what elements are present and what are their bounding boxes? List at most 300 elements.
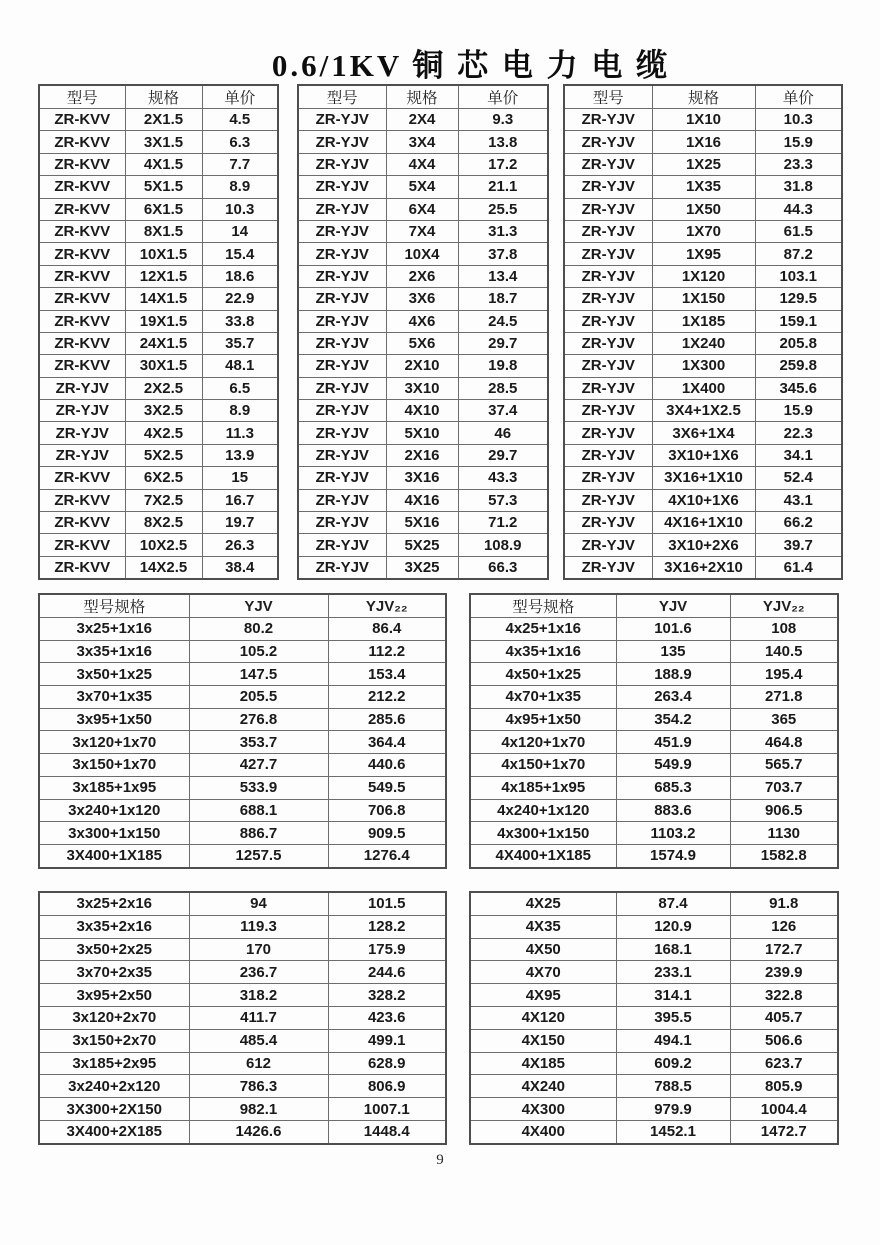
table-cell: 119.3 — [189, 915, 328, 938]
table-cell: 175.9 — [328, 938, 446, 961]
table-cell: 153.4 — [328, 663, 446, 686]
table-cell: ZR-YJV — [298, 534, 386, 556]
table-cell: 19.7 — [202, 512, 278, 534]
table-row — [470, 1006, 838, 1029]
price-table-zr-yjv-multicore — [297, 84, 549, 580]
column-header: 型号 — [564, 85, 652, 109]
table-cell: ZR-YJV — [298, 489, 386, 511]
table-cell: 485.4 — [189, 1029, 328, 1052]
table-cell: 236.7 — [189, 961, 328, 984]
table-cell: 101.6 — [616, 618, 730, 641]
table-cell: 906.5 — [730, 799, 838, 822]
table-row — [39, 686, 446, 709]
table-cell: ZR-KVV — [39, 153, 125, 175]
column-header: YJV₂₂ — [730, 594, 838, 618]
table-cell: 48.1 — [202, 355, 278, 377]
table-cell: 609.2 — [616, 1052, 730, 1075]
table-row — [39, 288, 278, 310]
table-cell: 13.8 — [458, 131, 548, 153]
table-cell: ZR-KVV — [39, 467, 125, 489]
table-cell: 2X16 — [386, 444, 458, 466]
table-row — [39, 332, 278, 354]
table-cell: 1130 — [730, 822, 838, 845]
table-row — [564, 467, 842, 489]
table-cell: ZR-YJV — [564, 131, 652, 153]
table-cell: 3x50+2x25 — [39, 938, 189, 961]
table-cell: 271.8 — [730, 686, 838, 709]
table-cell: 1X25 — [652, 153, 755, 175]
table-row — [470, 984, 838, 1007]
table-row — [470, 822, 838, 845]
table-cell: 886.7 — [189, 822, 328, 845]
table-cell: 464.8 — [730, 731, 838, 754]
column-header: 规格 — [652, 85, 755, 109]
column-header: 规格 — [125, 85, 202, 109]
table-row — [298, 243, 548, 265]
table-cell: 405.7 — [730, 1006, 838, 1029]
table-cell: 37.4 — [458, 400, 548, 422]
table-cell: ZR-YJV — [564, 377, 652, 399]
table-cell: 140.5 — [730, 640, 838, 663]
table-cell: 170 — [189, 938, 328, 961]
table-row — [298, 467, 548, 489]
table-cell: 3x35+1x16 — [39, 640, 189, 663]
table-cell: 9.3 — [458, 109, 548, 131]
table-cell: 7X4 — [386, 220, 458, 242]
table-cell: 1X400 — [652, 377, 755, 399]
table-row — [298, 265, 548, 287]
table-row — [39, 915, 446, 938]
table-cell: 87.4 — [616, 892, 730, 915]
table-row — [470, 618, 838, 641]
table-cell: ZR-YJV — [298, 220, 386, 242]
table-row — [564, 131, 842, 153]
table-cell: 4X16+1X10 — [652, 512, 755, 534]
table-cell: 1X70 — [652, 220, 755, 242]
table-cell: 612 — [189, 1052, 328, 1075]
table-row — [39, 938, 446, 961]
table-row — [298, 400, 548, 422]
table-cell: 1X10 — [652, 109, 755, 131]
table-cell: 43.1 — [755, 489, 842, 511]
table-cell: 43.3 — [458, 467, 548, 489]
table-row — [39, 220, 278, 242]
table-cell: 14X2.5 — [125, 556, 202, 579]
table-cell: 3X6 — [386, 288, 458, 310]
table-cell: 3X4 — [386, 131, 458, 153]
table-cell: ZR-YJV — [298, 288, 386, 310]
table-row — [39, 984, 446, 1007]
table-cell: 3x70+1x35 — [39, 686, 189, 709]
table-cell: 8X1.5 — [125, 220, 202, 242]
table-cell: 33.8 — [202, 310, 278, 332]
table-cell: 24.5 — [458, 310, 548, 332]
table-cell: 4.5 — [202, 109, 278, 131]
table-cell: 19.8 — [458, 355, 548, 377]
table-cell: 685.3 — [616, 776, 730, 799]
table-row — [39, 1052, 446, 1075]
table-cell: 353.7 — [189, 731, 328, 754]
table-cell: 6X1.5 — [125, 198, 202, 220]
table-row — [39, 534, 278, 556]
table-cell: 13.9 — [202, 444, 278, 466]
table-cell: 7.7 — [202, 153, 278, 175]
table-cell: 2X2.5 — [125, 377, 202, 399]
table-cell: 4x35+1x16 — [470, 640, 616, 663]
table-cell: ZR-YJV — [298, 265, 386, 287]
table-row — [298, 198, 548, 220]
table-row — [39, 1075, 446, 1098]
table-row — [470, 961, 838, 984]
table-cell: 3X400+1X185 — [39, 844, 189, 867]
table-cell: 423.6 — [328, 1006, 446, 1029]
table-row — [470, 1052, 838, 1075]
table-cell: 1257.5 — [189, 844, 328, 867]
table-cell: 395.5 — [616, 1006, 730, 1029]
table-cell: 205.8 — [755, 332, 842, 354]
table-row — [39, 489, 278, 511]
table-cell: 3X4+1X2.5 — [652, 400, 755, 422]
table-cell: 4x70+1x35 — [470, 686, 616, 709]
table-cell: 314.1 — [616, 984, 730, 1007]
table-cell: 126 — [730, 915, 838, 938]
table-cell: 1X95 — [652, 243, 755, 265]
table-row — [39, 618, 446, 641]
column-header: 型号规格 — [470, 594, 616, 618]
table-row — [470, 938, 838, 961]
table-row — [39, 1029, 446, 1052]
table-cell: ZR-KVV — [39, 109, 125, 131]
table-row — [39, 1120, 446, 1143]
table-cell: ZR-KVV — [39, 556, 125, 579]
table-cell: 52.4 — [755, 467, 842, 489]
table-cell: 91.8 — [730, 892, 838, 915]
table-cell: 805.9 — [730, 1075, 838, 1098]
column-header: 单价 — [458, 85, 548, 109]
table-cell: ZR-KVV — [39, 332, 125, 354]
table-row — [564, 265, 842, 287]
table-row — [470, 754, 838, 777]
table-cell: 6X4 — [386, 198, 458, 220]
table-row — [39, 892, 446, 915]
table-cell: 4x25+1x16 — [470, 618, 616, 641]
table-cell: 979.9 — [616, 1098, 730, 1121]
yjv-table-4plus1 — [469, 593, 839, 869]
table-cell: ZR-YJV — [298, 310, 386, 332]
table-row — [470, 776, 838, 799]
table-cell: 8.9 — [202, 176, 278, 198]
table-cell: 3X16 — [386, 467, 458, 489]
table-cell: ZR-YJV — [298, 131, 386, 153]
table-cell: 2X6 — [386, 265, 458, 287]
table-cell: 1574.9 — [616, 844, 730, 867]
table-cell: 786.3 — [189, 1075, 328, 1098]
table-cell: ZR-YJV — [564, 422, 652, 444]
table-row — [39, 153, 278, 175]
table-row — [39, 1098, 446, 1121]
table-cell: ZR-YJV — [298, 444, 386, 466]
table-cell: 22.9 — [202, 288, 278, 310]
table-row — [39, 799, 446, 822]
table-cell: 10X2.5 — [125, 534, 202, 556]
table-cell: 12X1.5 — [125, 265, 202, 287]
table-cell: 3X1.5 — [125, 131, 202, 153]
table-row — [470, 1120, 838, 1143]
table-cell: 2X10 — [386, 355, 458, 377]
table-cell: 37.8 — [458, 243, 548, 265]
table-cell: ZR-KVV — [39, 265, 125, 287]
table-cell: 172.7 — [730, 938, 838, 961]
table-cell: ZR-KVV — [39, 176, 125, 198]
table-cell: 6.3 — [202, 131, 278, 153]
table-cell: ZR-YJV — [298, 243, 386, 265]
table-row — [298, 109, 548, 131]
table-cell: 28.5 — [458, 377, 548, 399]
table-row — [564, 400, 842, 422]
column-header: YJV₂₂ — [328, 594, 446, 618]
table-cell: 6.5 — [202, 377, 278, 399]
yjv-price-tables-section-2 — [38, 891, 839, 1145]
table-cell: 4x120+1x70 — [470, 731, 616, 754]
table-cell: 506.6 — [730, 1029, 838, 1052]
table-row — [39, 355, 278, 377]
table-row — [564, 109, 842, 131]
table-cell: ZR-YJV — [298, 176, 386, 198]
page-title: 0.6/1KV 铜 芯 电 力 电 缆 — [271, 48, 671, 83]
table-cell: 4X4 — [386, 153, 458, 175]
table-cell: 3x150+1x70 — [39, 754, 189, 777]
table-cell: 128.2 — [328, 915, 446, 938]
table-row — [298, 220, 548, 242]
table-cell: 6X2.5 — [125, 467, 202, 489]
header-row — [39, 85, 278, 109]
table-row — [470, 1029, 838, 1052]
table-cell: ZR-YJV — [564, 444, 652, 466]
table-cell: 3x25+2x16 — [39, 892, 189, 915]
table-cell: 86.4 — [328, 618, 446, 641]
table-cell: 3X25 — [386, 556, 458, 579]
table-row — [298, 176, 548, 198]
table-cell: ZR-YJV — [39, 377, 125, 399]
column-header: 型号 — [39, 85, 125, 109]
table-cell: 3X300+2X150 — [39, 1098, 189, 1121]
table-cell: ZR-YJV — [298, 198, 386, 220]
table-cell: 688.1 — [189, 799, 328, 822]
table-cell: 35.7 — [202, 332, 278, 354]
table-cell: 195.4 — [730, 663, 838, 686]
table-cell: 212.2 — [328, 686, 446, 709]
table-cell: 5X25 — [386, 534, 458, 556]
table-cell: 328.2 — [328, 984, 446, 1007]
table-cell: 188.9 — [616, 663, 730, 686]
table-cell: 4X120 — [470, 1006, 616, 1029]
table-cell: 322.8 — [730, 984, 838, 1007]
column-header: 单价 — [202, 85, 278, 109]
column-header: 型号规格 — [39, 594, 189, 618]
table-cell: 1X120 — [652, 265, 755, 287]
table-cell: 706.8 — [328, 799, 446, 822]
table-row — [470, 799, 838, 822]
table-cell: 1582.8 — [730, 844, 838, 867]
table-cell: ZR-YJV — [564, 332, 652, 354]
table-row — [39, 1006, 446, 1029]
table-cell: 4X150 — [470, 1029, 616, 1052]
table-row — [39, 422, 278, 444]
table-cell: 3X16+2X10 — [652, 556, 755, 579]
table-cell: 10.3 — [755, 109, 842, 131]
table-row — [470, 640, 838, 663]
column-header: YJV — [189, 594, 328, 618]
table-cell: 4x150+1x70 — [470, 754, 616, 777]
table-cell: 5X1.5 — [125, 176, 202, 198]
table-cell: 909.5 — [328, 822, 446, 845]
table-row — [39, 640, 446, 663]
table-cell: 5X6 — [386, 332, 458, 354]
table-cell: ZR-YJV — [298, 153, 386, 175]
table-cell: 3X10 — [386, 377, 458, 399]
table-row — [470, 708, 838, 731]
table-cell: 3x25+1x16 — [39, 618, 189, 641]
table-row — [39, 663, 446, 686]
table-cell: 623.7 — [730, 1052, 838, 1075]
table-cell: ZR-YJV — [564, 176, 652, 198]
table-cell: ZR-YJV — [564, 400, 652, 422]
table-cell: ZR-YJV — [564, 556, 652, 579]
table-row — [470, 892, 838, 915]
table-cell: 239.9 — [730, 961, 838, 984]
table-cell: 1X240 — [652, 332, 755, 354]
table-cell: 39.7 — [755, 534, 842, 556]
table-cell: 31.3 — [458, 220, 548, 242]
table-cell: 4X400+1X185 — [470, 844, 616, 867]
top-price-tables-section — [38, 84, 843, 580]
table-cell: 10X1.5 — [125, 243, 202, 265]
table-cell: 3x70+2x35 — [39, 961, 189, 984]
table-cell: 499.1 — [328, 1029, 446, 1052]
table-cell: 15.9 — [755, 131, 842, 153]
table-row — [470, 915, 838, 938]
table-cell: 168.1 — [616, 938, 730, 961]
table-row — [39, 131, 278, 153]
table-row — [39, 556, 278, 579]
table-cell: ZR-YJV — [564, 534, 652, 556]
table-cell: ZR-KVV — [39, 534, 125, 556]
table-row — [298, 355, 548, 377]
table-cell: 4X16 — [386, 489, 458, 511]
table-row — [39, 400, 278, 422]
table-cell: ZR-KVV — [39, 198, 125, 220]
table-cell: 120.9 — [616, 915, 730, 938]
table-cell: 1276.4 — [328, 844, 446, 867]
table-row — [564, 355, 842, 377]
table-row — [298, 422, 548, 444]
table-cell: ZR-YJV — [564, 288, 652, 310]
table-row — [470, 686, 838, 709]
table-cell: 233.1 — [616, 961, 730, 984]
table-cell: 15 — [202, 467, 278, 489]
table-row — [470, 844, 838, 867]
table-cell: ZR-YJV — [298, 556, 386, 579]
table-cell: 3X10+1X6 — [652, 444, 755, 466]
table-cell: ZR-YJV — [298, 512, 386, 534]
table-cell: ZR-YJV — [564, 265, 652, 287]
table-row — [564, 288, 842, 310]
table-row — [564, 176, 842, 198]
table-cell: 8.9 — [202, 400, 278, 422]
table-cell: 285.6 — [328, 708, 446, 731]
table-cell: 71.2 — [458, 512, 548, 534]
table-cell: 5X10 — [386, 422, 458, 444]
table-cell: 4x95+1x50 — [470, 708, 616, 731]
table-cell: 18.7 — [458, 288, 548, 310]
table-cell: 318.2 — [189, 984, 328, 1007]
table-cell: ZR-YJV — [564, 220, 652, 242]
table-cell: 3x300+1x150 — [39, 822, 189, 845]
table-cell: ZR-YJV — [564, 153, 652, 175]
table-cell: 4X10 — [386, 400, 458, 422]
table-cell: 3X16+1X10 — [652, 467, 755, 489]
table-cell: ZR-YJV — [298, 109, 386, 131]
table-cell: 1X150 — [652, 288, 755, 310]
table-cell: 1X16 — [652, 131, 755, 153]
header-row — [470, 594, 838, 618]
table-row — [564, 243, 842, 265]
table-cell: 549.9 — [616, 754, 730, 777]
table-row — [564, 556, 842, 579]
table-cell: 4x185+1x95 — [470, 776, 616, 799]
table-cell: 19X1.5 — [125, 310, 202, 332]
table-row — [298, 153, 548, 175]
table-cell: 112.2 — [328, 640, 446, 663]
table-cell: 4X1.5 — [125, 153, 202, 175]
price-table-zr-yjv-singlecore — [563, 84, 843, 580]
table-cell: 3x95+1x50 — [39, 708, 189, 731]
table-cell: 565.7 — [730, 754, 838, 777]
table-cell: 1007.1 — [328, 1098, 446, 1121]
table-cell: 427.7 — [189, 754, 328, 777]
page-number: 9 — [436, 1152, 444, 1168]
table-cell: 3X400+2X185 — [39, 1120, 189, 1143]
table-cell: ZR-YJV — [564, 489, 652, 511]
table-row — [39, 844, 446, 867]
column-header: 型号 — [298, 85, 386, 109]
table-row — [298, 377, 548, 399]
table-cell: 263.4 — [616, 686, 730, 709]
table-cell: 5X2.5 — [125, 444, 202, 466]
table-cell: ZR-YJV — [564, 467, 652, 489]
table-cell: 46 — [458, 422, 548, 444]
table-row — [564, 153, 842, 175]
table-cell: ZR-YJV — [564, 355, 652, 377]
table-row — [298, 489, 548, 511]
table-cell: 105.2 — [189, 640, 328, 663]
header-row — [298, 85, 548, 109]
table-cell: 30X1.5 — [125, 355, 202, 377]
table-cell: 3x240+1x120 — [39, 799, 189, 822]
table-cell: 129.5 — [755, 288, 842, 310]
table-cell: 3x150+2x70 — [39, 1029, 189, 1052]
table-cell: 1426.6 — [189, 1120, 328, 1143]
table-cell: 354.2 — [616, 708, 730, 731]
table-cell: 31.8 — [755, 176, 842, 198]
table-row — [564, 198, 842, 220]
table-cell: 4x300+1x150 — [470, 822, 616, 845]
table-cell: 14 — [202, 220, 278, 242]
table-row — [39, 176, 278, 198]
table-row — [564, 310, 842, 332]
table-cell: 108 — [730, 618, 838, 641]
table-cell: 7X2.5 — [125, 489, 202, 511]
